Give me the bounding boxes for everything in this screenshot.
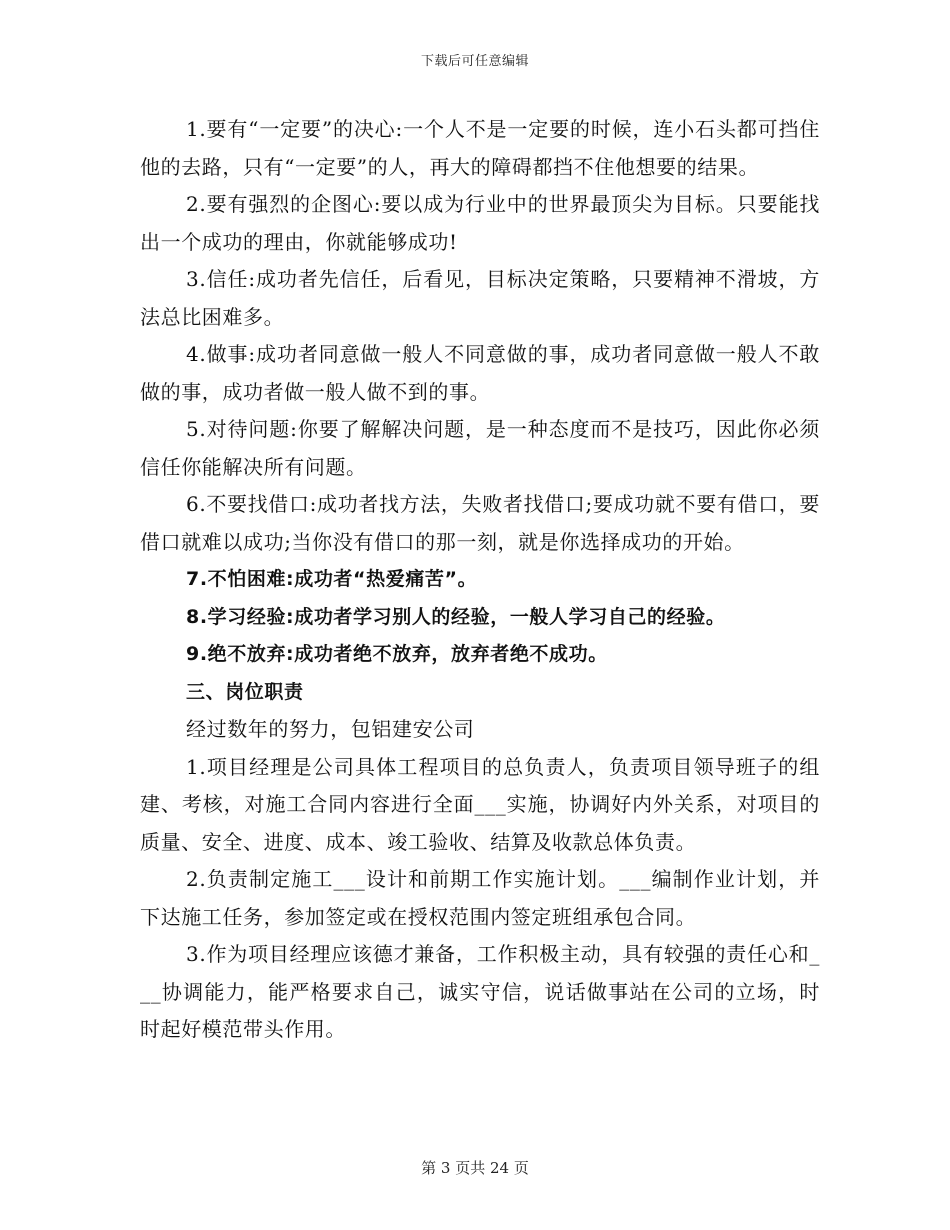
paragraph-9-bold: 9.绝不放弃:成功者绝不放弃，放弃者绝不成功。 [186,643,608,665]
page-header: 下载后可任意编辑 [420,54,529,69]
paragraph-5: 5.对待问题:你要了解解决问题，是一种态度而不是技巧，因此你必须信任你能解决所有问题。 [140,417,820,479]
duty-1: 1.项目经理是公司具体工程项目的总负责人，负责项目领导班子的组建、考核，对施工合同内容进行全面___实施，协调好内外关系，对项目的质量、安全、进度、成本、竣工验收、结算及收款总体负责。 [140,754,820,854]
paragraph-intro: 经过数年的努力，包铝建安公司 [186,717,475,741]
document-body [140,111,820,1049]
duty-3: 3.作为项目经理应该德才兼备，工作积极主动，具有较强的责任心和___协调能力，能严格要求自己，诚实守信，说话做事站在公司的立场，时时起好模范带头作用。 [140,942,820,1041]
paragraph-4: 4.做事:成功者同意做一般人不同意做的事，成功者同意做一般人不敢做的事，成功者做一般人做不到的事。 [140,342,820,404]
section-heading: 三、岗位职责 [186,680,304,703]
duty-2: 2.负责制定施工___设计和前期工作实施计划。___编制作业计划，并下达施工任务，参加签定或在授权范围内签定班组承包合同。 [140,867,820,929]
paragraph-3: 3.信任:成功者先信任，后看见，目标决定策略，只要精神不滑坡，方法总比困难多。 [140,267,820,329]
paragraph-7-bold: 7.不怕困难:成功者“热爱痛苦”。 [186,568,478,590]
paragraph-8-bold: 8.学习经验:成功者学习别人的经验，一般人学习自己的经验。 [186,605,726,628]
paragraph-1: 1.要有“一定要”的决心:一个人不是一定要的时候，连小石头都可挡住他的去路，只有“一定要”的人，再大的障碍都挡不住他想要的结果。 [140,117,820,179]
paragraph-2: 2.要有强烈的企图心:要以成为行业中的世界最顶尖为目标。只要能找出一个成功的理由，你就能够成功! [140,192,820,254]
page-footer: 第 3 页共 24 页 [421,1159,529,1177]
paragraph-6: 6.不要找借口:成功者找方法，失败者找借口;要成功就不要有借口，要借口就难以成功;当你没有借口的那一刻，就是你选择成功的开始。 [140,492,820,554]
